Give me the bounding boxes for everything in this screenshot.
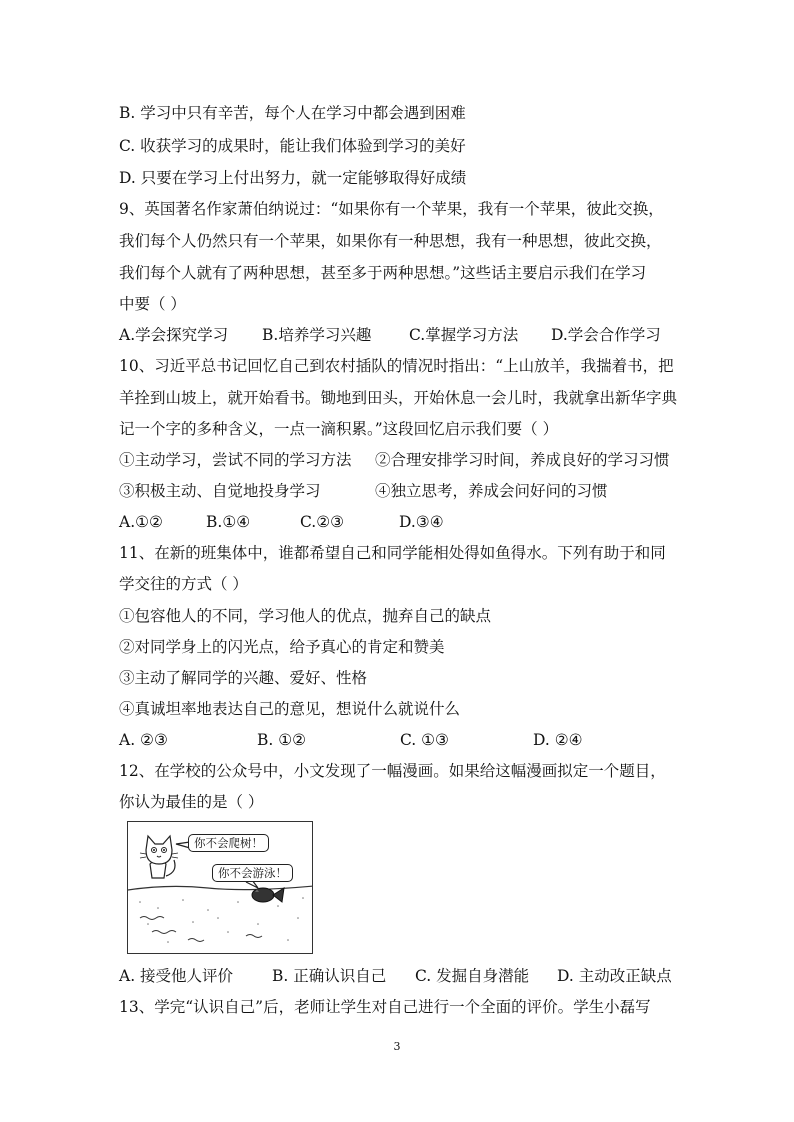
q10-stem-line: 记一个字的多种含义，一点一滴积累。”这段回忆启示我们要（ ） (119, 420, 559, 438)
q8-option-b: B. 学习中只有辛苦，每个人在学习中都会遇到困难 (119, 104, 466, 122)
q11-option-c[interactable]: C. ①③ (400, 731, 449, 749)
q12-option-b[interactable]: B. 正确认识自己 (272, 967, 387, 985)
q11-statement-3: ③主动了解同学的兴趣、爱好、性格 (119, 669, 368, 687)
q9-stem-line: 我们每个人就有了两种思想，甚至多于两种思想。”这些话主要启示我们在学习 (119, 264, 647, 282)
q10-option-a[interactable]: A.①② (119, 513, 163, 531)
q10-statement-4: ④独立思考，养成会问好问的习惯 (375, 482, 608, 500)
q10-option-d[interactable]: D.③④ (399, 513, 444, 531)
q12-option-d[interactable]: D. 主动改正缺点 (557, 967, 672, 985)
q11-option-b[interactable]: B. ①② (257, 731, 307, 749)
q8-option-d: D. 只要在学习上付出努力，就一定能够取得好成绩 (119, 169, 467, 187)
q11-statement-4: ④真诚坦率地表达自己的意见，想说什么就说什么 (119, 700, 461, 718)
comic-illustration (127, 821, 313, 954)
q10-statement-1: ①主动学习，尝试不同的学习方法 (119, 451, 352, 469)
q9-option-b[interactable]: B.培养学习兴趣 (262, 326, 372, 344)
q11-option-d[interactable]: D. ②④ (533, 731, 583, 749)
q12-option-c[interactable]: C. 发掘自身潜能 (415, 967, 530, 985)
q12-stem-line: 你认为最佳的是（ ） (119, 793, 264, 811)
q10-statement-2: ②合理安排学习时间，养成良好的学习习惯 (375, 451, 670, 469)
q11-stem-line: 学交往的方式（ ） (119, 575, 248, 593)
q10-stem-line: 羊拴到山坡上，就开始看书。锄地到田头，开始休息一会儿时，我就拿出新华字典 (119, 389, 678, 407)
q11-stem-line: 11、在新的班集体中，谁都希望自己和同学能相处得如鱼得水。下列有助于和同 (119, 544, 666, 562)
fish-speech-bubble: 你不会游泳！ (212, 864, 293, 882)
q12-stem-line: 12、在学校的公众号中，小文发现了一幅漫画。如果给这幅漫画拟定一个题目， (119, 762, 666, 780)
q9-stem-line: 9、英国著名作家萧伯纳说过：“如果你有一个苹果，我有一个苹果，彼此交换， (119, 200, 664, 218)
q10-option-b[interactable]: B.①④ (206, 513, 251, 531)
q10-statement-3: ③积极主动、自觉地投身学习 (119, 482, 321, 500)
q11-statement-1: ①包容他人的不同，学习他人的优点，抛弃自己的缺点 (119, 607, 492, 625)
page-number: 3 (393, 1040, 401, 1053)
q10-stem-line: 10、习近平总书记回忆自己到农村插队的情况时指出：“上山放羊，我揣着书，把 (119, 357, 674, 375)
q12-option-a[interactable]: A. 接受他人评价 (119, 967, 234, 985)
q10-option-c[interactable]: C.②③ (300, 513, 345, 531)
q9-option-c[interactable]: C.掌握学习方法 (409, 326, 519, 344)
q11-statement-2: ②对同学身上的闪光点，给予真心的肯定和赞美 (119, 638, 445, 656)
q9-stem-line: 中要（ ） (119, 295, 186, 313)
q9-option-d[interactable]: D.学会合作学习 (551, 326, 661, 344)
q9-option-a[interactable]: A.学会探究学习 (119, 326, 229, 344)
q8-option-c: C. 收获学习的成果时，能让我们体验到学习的美好 (119, 137, 466, 155)
q11-option-a[interactable]: A. ②③ (119, 731, 168, 749)
q13-stem-line: 13、学完“认识自己”后，老师让学生对自己进行一个全面的评价。学生小磊写 (119, 998, 651, 1016)
q9-stem-line: 我们每个人仍然只有一个苹果，如果你有一种思想，我有一种思想，彼此交换， (119, 232, 662, 250)
cat-speech-bubble: 你不会爬树！ (188, 834, 269, 852)
